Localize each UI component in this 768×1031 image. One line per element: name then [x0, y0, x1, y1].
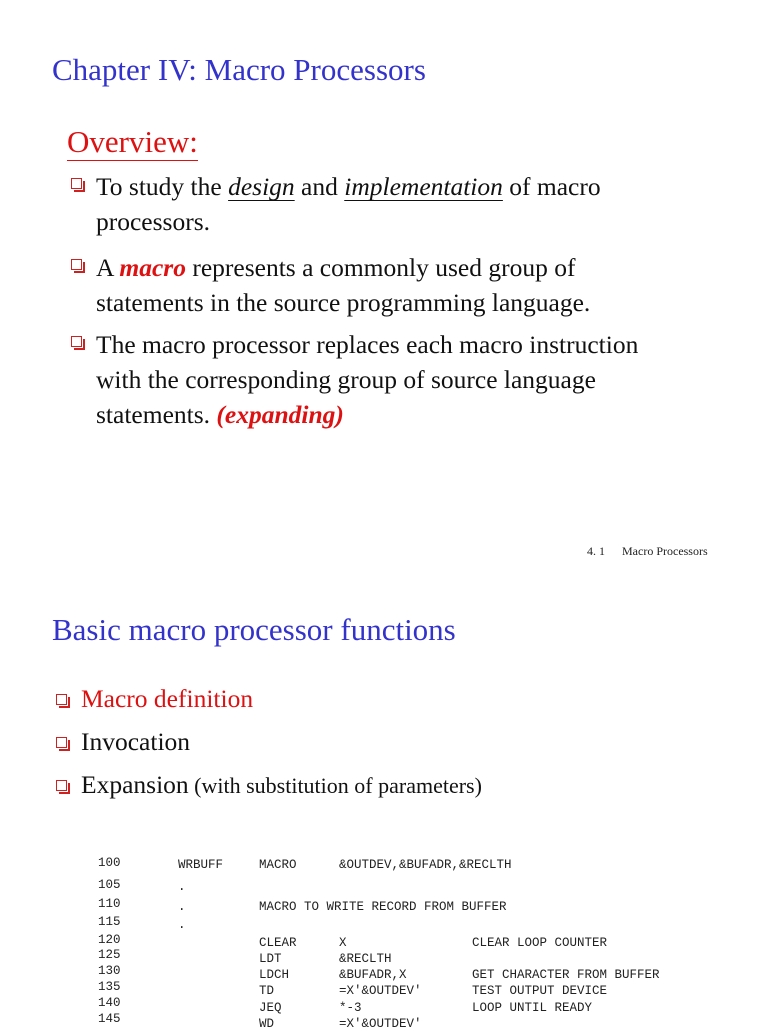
- code-operand: X: [339, 936, 347, 951]
- bullet-box-icon: [56, 780, 67, 791]
- bullet-box-icon: [56, 694, 67, 705]
- footer-label: Macro Processors: [622, 544, 708, 558]
- code-label: .: [178, 918, 186, 933]
- code-label: .: [178, 899, 186, 914]
- code-operand: &RECLTH: [339, 951, 392, 966]
- item-macro-definition: Macro definition: [81, 684, 254, 713]
- bullet-1-line2: processors.: [96, 207, 211, 236]
- overview-heading: Overview:: [67, 124, 198, 159]
- code-operand: &BUFADR,X: [339, 968, 407, 983]
- item-invocation: Invocation: [81, 727, 191, 756]
- code-op: JEQ: [259, 1000, 282, 1015]
- code-comment: TEST OUTPUT DEVICE: [472, 984, 608, 999]
- item-expansion-suffix: (with substitution of parameters): [188, 773, 482, 798]
- code-operand: =X'&OUTDEV': [339, 984, 422, 999]
- code-line-number: 135: [98, 980, 121, 994]
- code-op: WD: [259, 1017, 275, 1031]
- slide2-title: Basic macro processor functions: [52, 612, 456, 647]
- code-line-number: 145: [98, 1012, 121, 1026]
- bullet-2-macro: macro: [119, 253, 186, 282]
- bullet-box-icon: [71, 259, 82, 270]
- bullet-3-line1: The macro processor replaces each macro instruction: [96, 330, 639, 359]
- bullet-3: [96, 327, 638, 432]
- item-expansion: [81, 772, 482, 798]
- bullet-2: [96, 250, 590, 320]
- code-line-number: 125: [98, 948, 121, 962]
- bullet-2-pre: A: [96, 253, 120, 282]
- bullet-3-line3: statements.: [96, 400, 217, 429]
- bullet-1: [96, 169, 601, 239]
- code-label: WRBUFF: [178, 858, 224, 872]
- code-op: MACRO: [259, 858, 297, 872]
- bullet-box-icon: [56, 737, 67, 748]
- code-op: LDCH: [259, 968, 290, 983]
- code-line-number: 100: [98, 856, 121, 870]
- code-comment: GET CHARACTER FROM BUFFER: [472, 968, 660, 983]
- code-label: .: [178, 880, 186, 895]
- bullet-1-post: of macro: [502, 172, 601, 201]
- code-op: MACRO TO WRITE RECORD FROM BUFFER: [259, 899, 507, 914]
- bullet-1-mid: and: [294, 172, 345, 201]
- slide1-title: Chapter IV: Macro Processors: [52, 52, 426, 87]
- bullet-1-implementation: implementation: [344, 172, 503, 201]
- bullet-3-line2: with the corresponding group of source language: [96, 365, 596, 394]
- code-line-number: 115: [98, 915, 121, 929]
- bullet-2-post: represents a commonly used group of: [185, 253, 576, 282]
- bullet-1-pre: To study the: [96, 172, 229, 201]
- bullet-box-icon: [71, 336, 82, 347]
- item-expansion-label: Expansion: [81, 770, 189, 799]
- code-op: CLEAR: [259, 936, 297, 951]
- code-line-number: 105: [98, 878, 121, 892]
- code-comment: LOOP UNTIL READY: [472, 1000, 593, 1015]
- code-line-number: 130: [98, 964, 121, 978]
- footer-number: 4. 1: [587, 544, 605, 558]
- bullet-1-design: design: [228, 172, 295, 201]
- code-operand: *-3: [339, 1000, 362, 1015]
- code-line-number: 120: [98, 933, 121, 947]
- code-op: TD: [259, 984, 275, 999]
- bullet-3-expanding: (expanding): [216, 400, 344, 429]
- code-operand: &OUTDEV,&BUFADR,&RECLTH: [339, 858, 512, 872]
- code-operand: =X'&OUTDEV': [339, 1017, 422, 1031]
- code-comment: CLEAR LOOP COUNTER: [472, 936, 608, 951]
- code-op: LDT: [259, 951, 282, 966]
- code-line-number: 140: [98, 996, 121, 1010]
- code-line-number: 110: [98, 897, 121, 911]
- bullet-box-icon: [71, 178, 82, 189]
- slide1-footer: [587, 544, 708, 559]
- bullet-2-line2: statements in the source programming language.: [96, 288, 591, 317]
